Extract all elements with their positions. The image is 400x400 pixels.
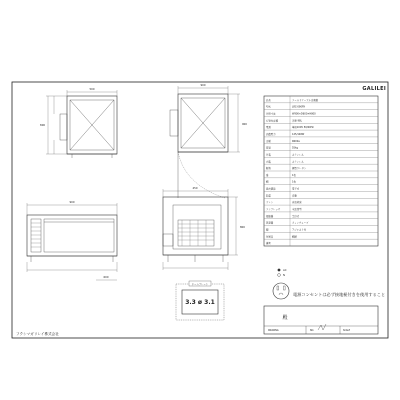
spec-row-value: 125/148W — [292, 133, 305, 136]
dim-side-a: 600 — [103, 276, 109, 279]
spec-row-value: ステンレス — [292, 160, 304, 164]
spec-row-label: 扉 — [266, 173, 269, 177]
nameplate-caption: ネームプレート — [191, 283, 209, 286]
dim-height-left: 800 — [40, 124, 45, 127]
spec-row-label: 蒸発器 — [266, 221, 274, 225]
spec-row-value: 55kg — [292, 146, 298, 150]
nameplate-text: 3.3 ø 3.1 — [185, 299, 215, 306]
spec-row-value: ステンレス — [292, 153, 304, 157]
spec-row-value: W900×D600×H800 — [292, 112, 316, 116]
dim-height-side: 800 — [240, 226, 245, 229]
spec-row-label: コンプレッサ — [266, 208, 281, 211]
notice-text: 電源コンセントは必ず接地極付きを使用すること — [293, 292, 386, 297]
dim-front-width: 500 — [89, 88, 95, 91]
spec-row-value: R600a — [292, 139, 300, 143]
spec-row-label: 棚 — [266, 180, 269, 184]
title-stamp: 殿 — [282, 315, 288, 321]
spec-row-label: 有効内容積 — [266, 119, 278, 123]
spec-row-label: 断熱 — [266, 167, 271, 171]
spec-row-value: 自動 — [292, 194, 297, 198]
spec-row-value: コールドテーブル冷凍庫 — [292, 98, 319, 102]
spec-row-value: フィンチューブ — [292, 221, 309, 225]
spec-row-label: ドレン — [266, 201, 274, 205]
spec-row-value: 全密閉型 — [292, 208, 302, 211]
spec-row-value: 硬質ウレタン — [292, 167, 307, 171]
footer-cell-1: DRAWING — [268, 329, 279, 332]
footer-cell-2: NO. — [310, 329, 314, 332]
spec-row-value: LRC-090PX — [292, 105, 306, 109]
dim-side-b: 450 — [192, 187, 198, 190]
plug-label-ac: AC — [283, 269, 287, 272]
spec-row-label: 備考 — [266, 242, 271, 246]
spec-row-value: 1枚 — [292, 180, 296, 184]
footer-cell-3: SCALE — [343, 329, 351, 332]
spec-row-label: 温度調節 — [266, 187, 276, 191]
dim-top-width: 900 — [200, 84, 206, 87]
spec-row-value: 棚網 — [292, 235, 297, 239]
spec-row-value: 単相100V 50/60Hz — [292, 126, 314, 130]
spec-row-label: 脚 — [266, 228, 269, 232]
spec-row-value: アジャスト付 — [292, 228, 307, 232]
spec-row-label: 付属品 — [266, 235, 274, 239]
brand-logo: GALILEI — [362, 86, 386, 92]
spec-row-value: 電子式 — [292, 187, 300, 191]
spec-row-label: 質量 — [266, 146, 271, 150]
spec-row-value: 冷凍 98L — [292, 119, 302, 123]
plug-label-n: N — [283, 274, 285, 277]
spec-row-label: 内装 — [266, 160, 271, 164]
spec-row-label: 型式 — [266, 105, 271, 109]
spec-row-value: 空冷式 — [292, 214, 300, 218]
spec-row-value: 自然蒸発 — [292, 201, 302, 205]
spec-row-label: 凝縮器 — [266, 214, 274, 218]
spec-row-label: 除霜 — [266, 194, 271, 198]
company-footer: フクシマガリレイ株式会社 — [16, 332, 59, 336]
spec-row-label: 電源 — [266, 126, 271, 130]
spec-row-value: 1枚 — [292, 173, 296, 177]
spec-row-label: 外装 — [266, 153, 271, 157]
dim-depth: 900 — [242, 123, 247, 126]
spec-row-label: 消費電力 — [266, 133, 276, 136]
spec-row-label: 外形寸法 — [266, 112, 276, 116]
spec-row-label: 品名 — [266, 98, 271, 102]
spec-row-label: 冷媒 — [266, 139, 271, 143]
dim-front-overall: 900 — [69, 201, 75, 204]
